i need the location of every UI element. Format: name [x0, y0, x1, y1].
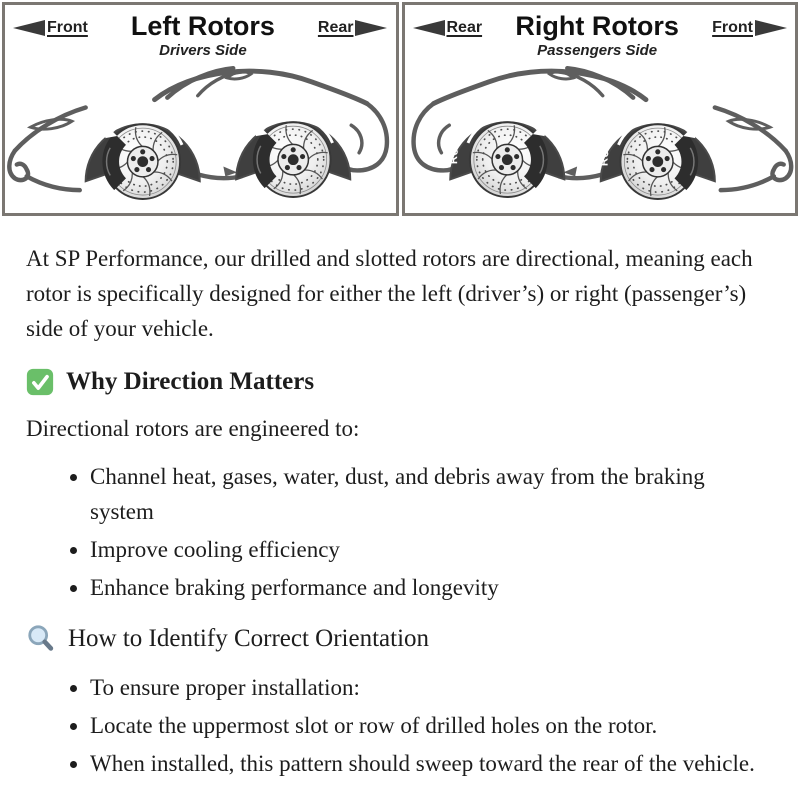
panel-subtitle: Passengers Side — [537, 42, 658, 59]
rotor-direction-diagram — [0, 0, 800, 216]
arrow-right-icon — [755, 20, 787, 36]
section-title-why-direction-matters — [26, 367, 770, 397]
rear-direction — [318, 19, 388, 37]
orientation-steps-list — [26, 671, 770, 782]
list-item: • To ensure proper installation: — [90, 671, 770, 706]
check-mark-icon — [26, 368, 54, 396]
section-title-identify-orientation — [26, 624, 770, 654]
right-rotors-panel — [402, 2, 799, 216]
list-item: • When installed, this pattern should sweep toward the rear of the vehicle. — [90, 747, 770, 782]
direction-label: Front — [712, 19, 753, 36]
front-direction — [13, 19, 88, 37]
arrow-left-icon — [13, 20, 45, 36]
panel-title: Left Rotors — [130, 11, 275, 41]
rotation-label: Rotation — [447, 116, 476, 165]
panel-title: Right Rotors — [515, 11, 679, 41]
front-direction — [712, 19, 787, 37]
lead-paragraph: Directional rotors are engineered to: — [26, 415, 360, 441]
svg-text:Rotation — [269, 100, 320, 117]
list-item: • Improve cooling efficiency — [90, 533, 770, 568]
direction-label: Rear — [317, 19, 354, 36]
rotation-label: Rotation — [118, 102, 170, 120]
arrow-left-icon — [413, 20, 445, 36]
direction-label: Rear — [446, 19, 483, 36]
article-body — [0, 216, 800, 781]
svg-text:Rotation — [118, 102, 169, 119]
rotation-label: Rotation — [268, 100, 320, 118]
right-panel-header — [405, 5, 796, 60]
right-panel-titles — [515, 13, 678, 59]
left-panel-titles — [131, 13, 275, 59]
section-title-text: Why Direction Matters — [66, 367, 315, 395]
left-rotors-panel — [2, 2, 399, 216]
list-item: • Locate the uppermost slot or row of drilled holes on the rotor. — [90, 709, 770, 744]
left-car-illustration — [5, 60, 396, 216]
list-item: • Channel heat, gases, water, dust, and debris away from the braking system — [90, 460, 770, 530]
arrow-right-icon — [355, 20, 387, 36]
rotation-label: Rotation — [598, 118, 626, 167]
panel-subtitle: Drivers Side — [159, 42, 247, 59]
direction-label: Front — [47, 19, 88, 36]
rear-direction — [413, 19, 483, 37]
left-panel-header — [5, 5, 396, 60]
list-item: • Enhance braking performance and longevity — [90, 571, 770, 606]
right-car-illustration — [405, 60, 796, 216]
intro-paragraph: At SP Performance, our drilled and slotted rotors are directional, meaning each rotor is specifically designed for either the left (driver’s) or right (passenger’s) side of your vehicle. — [26, 246, 753, 341]
section-title-text: How to Identify Correct Orientation — [68, 624, 430, 652]
magnifying-glass-icon — [26, 624, 56, 654]
benefits-list — [26, 460, 770, 606]
